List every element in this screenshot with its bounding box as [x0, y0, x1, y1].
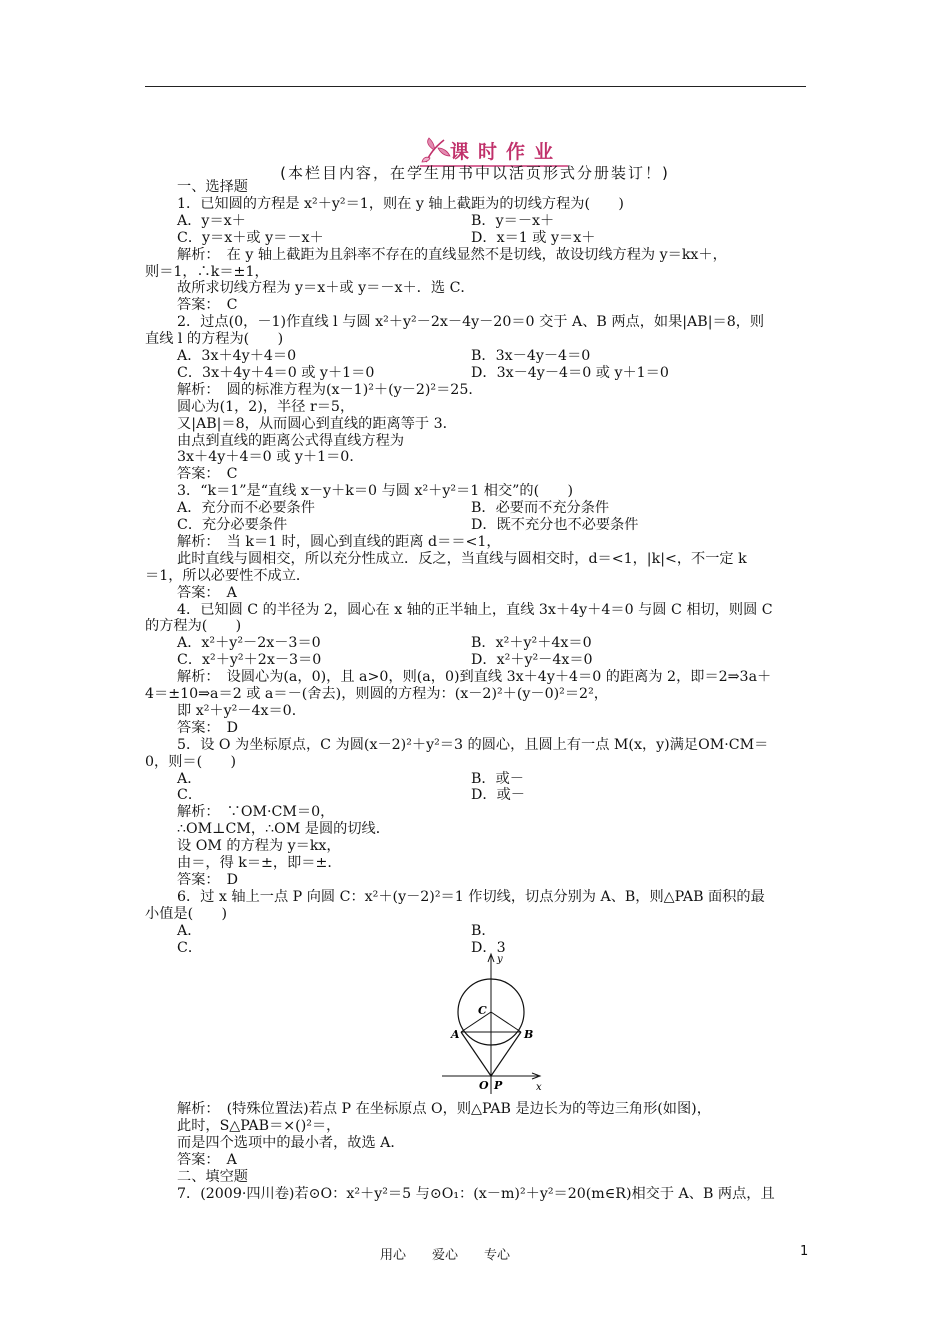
text-line: 解析： (特殊位置法)若点 P 在坐标原点 O，则△PAB 是边长为的等边三角形(如图)， [177, 1101, 711, 1117]
text-line: 解析： 设圆心为(a，0)，且 a>0，则(a，0)到直线 3x＋4y＋4＝0 的距离为 2，即＝2⇒3a＋ [177, 669, 772, 686]
text-line: 解析： 圆的标准方程为(x－1)²＋(y－2)²＝25． [177, 381, 483, 398]
text-line: ＝1，所以必要性不成立． [145, 567, 311, 584]
text-line: 答案： C [177, 297, 238, 314]
text-line: 又|AB|＝8，从而圆心到直线的距离等于 3． [177, 415, 457, 432]
header-rule [145, 86, 806, 87]
figure-geometry [440, 948, 550, 1100]
text-line: 圆心为(1，2)，半径 r＝5， [177, 398, 355, 415]
text-line: 此时直线与圆相交，所以充分性成立．反之，当直线与圆相交时，d＝<1，|k|<，不一定 k [177, 550, 747, 567]
option-right: B． [471, 922, 496, 939]
text-line: 2．过点(0，－1)作直线 l 与圆 x²＋y²－2x－4y－20＝0 交于 A、B 两点，如果|AB|＝8，则 [177, 314, 765, 331]
text-line: 答案： D [177, 719, 239, 736]
text-line: C．3x＋4y＋4＝0 或 y＋1＝0 [177, 364, 375, 381]
option-right: D．3 [471, 939, 506, 956]
text-line: 一、选择题 [177, 179, 248, 195]
text-line: A．y＝x＋ [177, 212, 246, 229]
text-line: 二、填空题 [177, 1168, 248, 1185]
page-number: 1 [800, 1244, 809, 1259]
option-right: D．x²＋y²－4x＝0 [471, 652, 593, 669]
label-c: C [478, 1004, 487, 1017]
text-line: 此时，S△PAB＝×()²＝， [177, 1117, 341, 1134]
text-line: 4．已知圆 C 的半径为 2，圆心在 x 轴的正半轴上，直线 3x＋4y＋4＝0 与圆 C 相切，则圆 C [177, 601, 773, 618]
text-line: 0，则＝( ) [145, 753, 237, 770]
label-b: B [524, 1028, 534, 1041]
text-line: 直线 l 的方程为( ) [145, 331, 284, 348]
text-line: 小值是( ) [145, 905, 228, 922]
text-line: 解析： 在 y 轴上截距为且斜率不存在的直线显然不是切线，故设切线方程为 y＝kx＋， [177, 246, 727, 263]
text-line: A．充分而不必要条件 [177, 500, 315, 517]
text-line: 6．过 x 轴上一点 P 向圆 C：x²＋(y－2)²＝1 作切线，切点分别为 A、B，则△PAB 面积的最 [177, 888, 765, 905]
option-right: B．y＝－x＋ [471, 212, 555, 229]
text-line: 7．(2009·四川卷)若⊙O：x²＋y²＝5 与⊙O₁：(x－m)²＋y²＝20(m∈R)相交于 A、B 两点，且 [177, 1185, 775, 1202]
text-line: 3．“k＝1”是“直线 x－y＋k＝0 与圆 x²＋y²＝1 相交”的( ) [177, 483, 574, 500]
option-right: D．3x－4y－4＝0 或 y＋1＝0 [471, 364, 669, 381]
circle-tangent-diagram [440, 948, 550, 1096]
text-line: 解析： ∵OM·CM＝0， [177, 804, 335, 821]
option-right: B．x²＋y²＋4x＝0 [471, 635, 592, 652]
option-right: D．既不充分也不必要条件 [471, 517, 639, 533]
option-right: D．或－ [471, 787, 525, 804]
text-line: ∴OM⊥CM，∴OM 是圆的切线． [177, 821, 390, 838]
text-line: C．充分必要条件 [177, 517, 288, 533]
text-line: 1．已知圆的方程是 x²＋y²＝1，则在 y 轴上截距为的切线方程为( ) [177, 195, 624, 212]
text-line: 即 x²＋y²－4x＝0． [177, 702, 306, 719]
label-p: P [494, 1079, 503, 1092]
option-right: B．3x－4y－4＝0 [471, 348, 591, 364]
text-line: 由点到直线的距离公式得直线方程为 [177, 432, 405, 449]
text-line: A． [177, 770, 202, 787]
label-x: x [536, 1082, 542, 1093]
option-right: D．x＝1 或 y＝x＋ [471, 229, 596, 246]
text-line: C． [177, 939, 203, 956]
text-line: A． [177, 922, 202, 939]
text-line: 设 OM 的方程为 y＝kx， [177, 838, 341, 855]
option-right: B．或－ [471, 770, 524, 787]
text-line: 答案： A [177, 1151, 237, 1168]
text-line: 解析： 当 k＝1 时，圆心到直线的距离 d＝＝<1， [177, 533, 501, 550]
text-line: C．x²＋y²＋2x－3＝0 [177, 652, 322, 669]
banner-title: 课时作业 [420, 136, 568, 167]
text-line: 而是四个选项中的最小者，故选 A． [177, 1134, 405, 1151]
binding-note: (本栏目内容，在学生用书中以活页形式分册装订！) [280, 164, 670, 182]
text-line: 答案： D [177, 871, 239, 888]
footer-slogan: 用心 爱心 专心 [380, 1248, 511, 1263]
text-line: C． [177, 787, 203, 804]
text-line: 的方程为( ) [145, 618, 242, 635]
text-line: 5．设 O 为坐标原点，C 为圆(x－2)²＋y²＝3 的圆心，且圆上有一点 M(x，y)满足OM·CM＝ [177, 736, 769, 753]
label-a: A [451, 1028, 460, 1041]
text-line: 故所求切线方程为 y＝x＋或 y＝－x＋．选 C． [177, 280, 475, 297]
text-line: 4＝±10⇒a＝2 或 a＝－(舍去)，则圆的方程为：(x－2)²＋(y－0)²＝2²， [145, 686, 608, 702]
text-line: A．x²＋y²－2x－3＝0 [177, 635, 321, 652]
option-right: B．必要而不充分条件 [471, 500, 610, 517]
label-y: y [497, 954, 503, 965]
text-line: 则＝1，∴k＝±1， [145, 263, 269, 280]
text-line: 3x＋4y＋4＝0 或 y＋1＝0． [177, 449, 364, 466]
text-line: 由＝，得 k＝±，即＝±． [177, 855, 342, 871]
label-o: O [479, 1079, 489, 1092]
text-line: 答案： C [177, 466, 238, 483]
text-line: C．y＝x＋或 y＝－x＋ [177, 229, 324, 246]
text-line: A．3x＋4y＋4＝0 [177, 348, 297, 364]
text-line: 答案： A [177, 584, 237, 601]
